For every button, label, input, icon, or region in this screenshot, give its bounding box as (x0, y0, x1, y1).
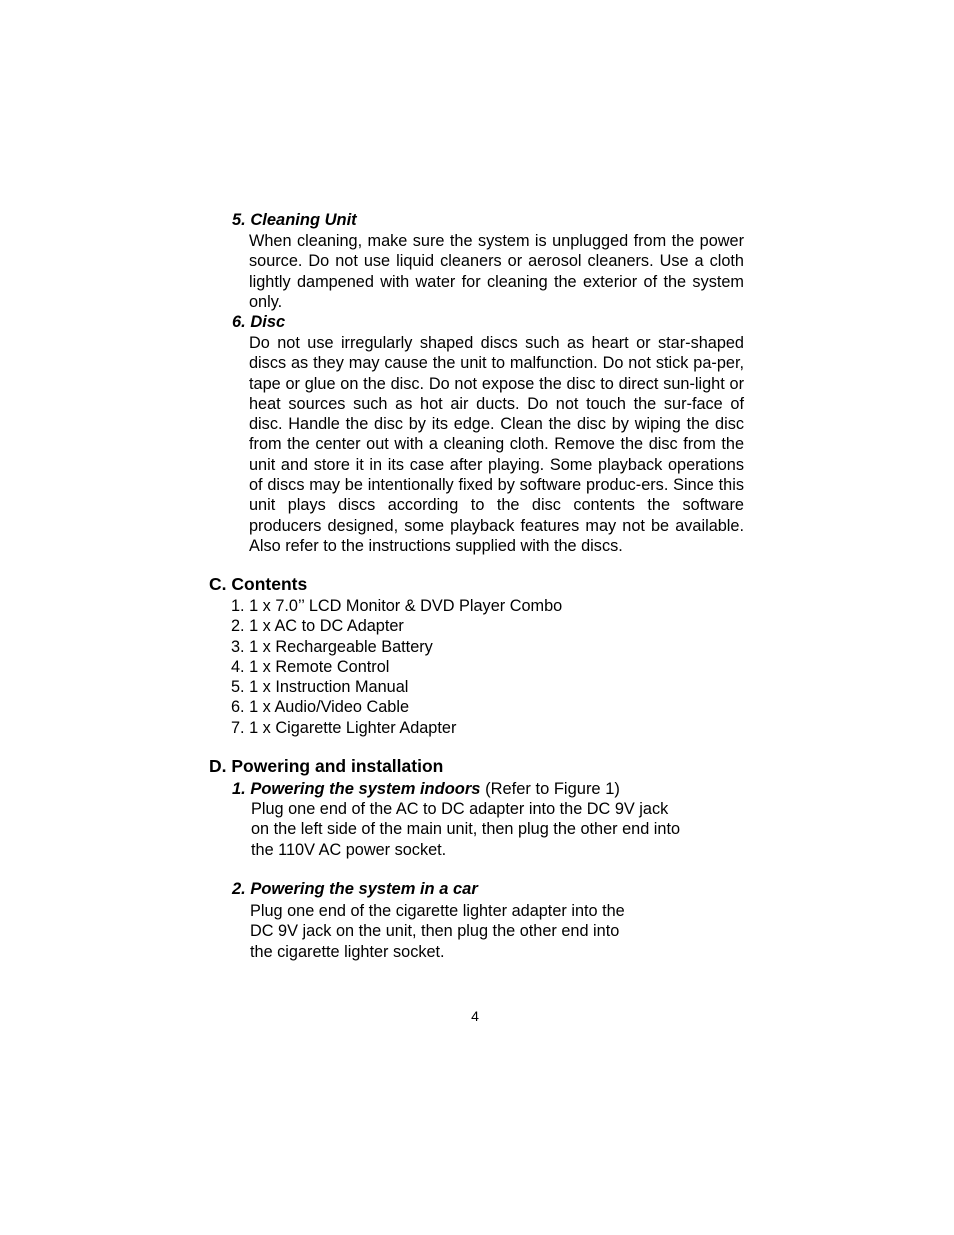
powering-heading: D. Powering and installation (209, 756, 444, 776)
text-line: Plug one end of the AC to DC adapter into the DC 9V jack (251, 800, 669, 818)
list-item: 6. 1 x Audio/Video Cable (231, 698, 410, 717)
list-item: 1. 1 x 7.0’’ LCD Monitor & DVD Player Combo (231, 597, 563, 615)
disc-heading: 6. Disc (232, 313, 286, 331)
text-line: the 110V AC power socket. (251, 840, 447, 859)
text-line: on the left side of the main unit, then plug the other end into (251, 820, 681, 839)
cleaning-unit-text: When cleaning, make sure the system is unplugged from the power source. Do not use liquid cleaners or aerosol cleaners. Use a cloth lightly dampened with water for cleaning the exterior of the system only. (249, 232, 744, 311)
list-item: 5. 1 x Instruction Manual (231, 678, 409, 697)
list-item: 3. 1 x Rechargeable Battery (231, 637, 433, 656)
powering-indoors-text (251, 799, 721, 860)
figure-reference: (Refer to Figure 1) (480, 780, 620, 798)
cleaning-unit-heading: 5. Cleaning Unit (232, 211, 357, 229)
contents-heading: C. Contents (209, 574, 308, 594)
powering-car-heading: 2. Powering the system in a car (232, 880, 478, 898)
contents-list (231, 596, 562, 738)
list-item: 2. 1 x AC to DC Adapter (231, 617, 404, 636)
list-item: 7. 1 x Cigarette Lighter Adapter (231, 718, 457, 737)
text-line: DC 9V jack on the unit, then plug the other end into (250, 922, 620, 941)
text-line: the cigarette lighter socket. (250, 942, 445, 961)
powering-indoors-heading (232, 779, 620, 799)
text-line: Plug one end of the cigarette lighter adapter into the (250, 902, 625, 920)
page-number: 4 (471, 1008, 479, 1024)
list-item: 4. 1 x Remote Control (231, 657, 390, 676)
powering-car-text (250, 901, 720, 962)
disc-text: Do not use irregularly shaped discs such as heart or star-shaped discs as they may cause the unit to malfunction. Do not stick pa-per, tape or glue on the disc. Do not expose the disc to direct sun-light or heat sources such as hot air ducts. Do not touch the sur-face of disc. Handle the disc by its edge. Clean the disc by wiping the disc from the center out with a cleaning cloth. Remove the disc from the unit and store it in its case after playing. Some playback operations of discs may be intentionally fixed by software produc-ers. Since this unit plays discs according to the disc contents the software producers designed, some playback features may not be available. Also refer to the instructions supplied with the discs. (249, 334, 744, 555)
powering-indoors-title: 1. Powering the system indoors (232, 780, 481, 798)
